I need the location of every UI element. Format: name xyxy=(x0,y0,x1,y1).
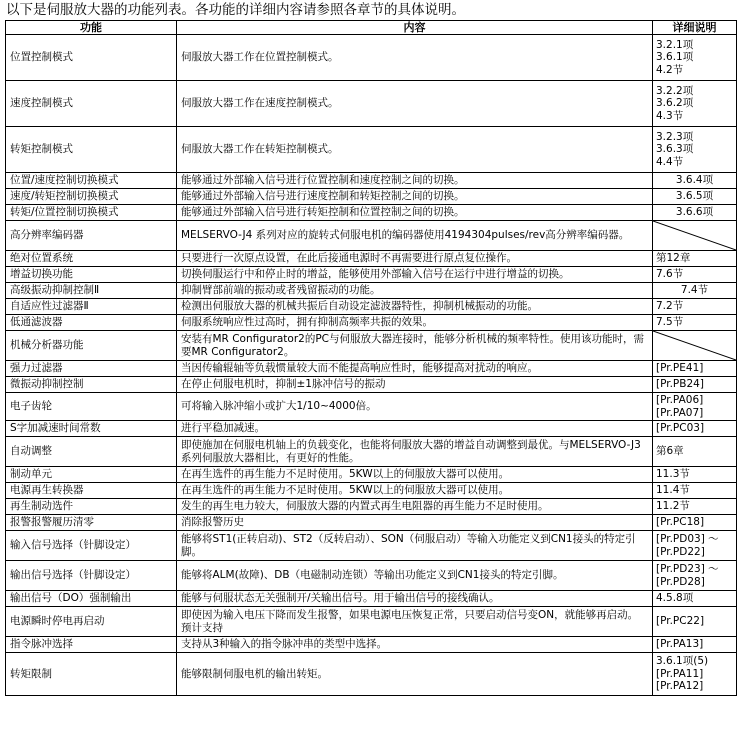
details-line: [Pr.PA06] xyxy=(656,394,704,406)
details-line: 3.6.4项 xyxy=(675,174,714,187)
function-cell: 机械分析器功能 xyxy=(6,331,177,361)
function-cell: 输出信号选择（针脚设定） xyxy=(6,561,177,591)
details-line: 3.2.2项 xyxy=(656,84,694,97)
table-row xyxy=(6,35,737,81)
function-cell: 输入信号选择（针脚设定） xyxy=(6,531,177,561)
function-cell: 电源再生转换器 xyxy=(6,483,177,499)
content-cell: 伺服放大器工作在速度控制模式。 xyxy=(177,81,653,127)
details-line: 7.6节 xyxy=(656,268,684,281)
details-cell xyxy=(653,483,737,499)
content-cell: 支持从3种输入的指令脉冲串的类型中选择。 xyxy=(177,637,653,653)
table-row xyxy=(6,221,737,251)
details-cell xyxy=(653,437,737,467)
details-cell xyxy=(653,189,737,205)
details-cell xyxy=(653,267,737,283)
details-cell xyxy=(653,637,737,653)
intro-text: 以下是伺服放大器的功能列表。各功能的详细内容请参照各章节的具体说明。 xyxy=(6,2,465,18)
function-cell: 报警报警履历清零 xyxy=(6,515,177,531)
content-cell: 能够通过外部输入信号进行位置控制和速度控制之间的切换。 xyxy=(177,173,653,189)
details-cell xyxy=(653,127,737,173)
details-cell xyxy=(653,393,737,421)
content-cell: 可将输入脉冲缩小或扩大1/10~4000倍。 xyxy=(177,393,653,421)
table-row xyxy=(6,361,737,377)
function-cell: 强力过滤器 xyxy=(6,361,177,377)
table-row xyxy=(6,189,737,205)
table-row xyxy=(6,127,737,173)
function-cell: 位置控制模式 xyxy=(6,35,177,81)
content-cell: 在再生选件的再生能力不足时使用。5KW以上的伺服放大器可以使用。 xyxy=(177,467,653,483)
function-cell: 速度控制模式 xyxy=(6,81,177,127)
content-cell: 只要进行一次原点设置，在此后接通电源时不再需要进行原点复位操作。 xyxy=(177,251,653,267)
content-cell: 抑制臂部前端的振动或者残留振动的功能。 xyxy=(177,283,653,299)
content-cell: 在再生选件的再生能力不足时使用。5KW以上的伺服放大器可以使用。 xyxy=(177,483,653,499)
table-row xyxy=(6,653,737,696)
details-cell xyxy=(653,531,737,561)
content-cell: 发生的再生电力较大，伺服放大器的内置式再生电阻器的再生能力不足时使用。 xyxy=(177,499,653,515)
details-line: [Pr.PC22] xyxy=(656,615,705,628)
header-function: 功能 xyxy=(6,21,177,35)
table-row xyxy=(6,531,737,561)
details-line: 11.4节 xyxy=(656,484,690,497)
function-cell: 再生制动选件 xyxy=(6,499,177,515)
details-line: [Pr.PD03] ～ xyxy=(656,533,719,545)
function-cell: 转矩限制 xyxy=(6,653,177,696)
details-line: [Pr.PA12] xyxy=(656,680,704,693)
function-cell: 增益切换功能 xyxy=(6,267,177,283)
content-cell: MELSERVO-J4 系列对应的旋转式伺服电机的编码器使用4194304pulses/rev高分辨率编码器。 xyxy=(177,221,653,251)
content-cell: 伺服系统响应性过高时，拥有抑制高频率共振的效果。 xyxy=(177,315,653,331)
content-cell: 检测出伺服放大器的机械共振后自动设定滤波器特性，抑制机械振动的功能。 xyxy=(177,299,653,315)
table-row xyxy=(6,283,737,299)
details-cell xyxy=(653,251,737,267)
content-cell: 当因传输辊轴等负载惯量较大而不能提高响应性时，能够提高对扰动的响应。 xyxy=(177,361,653,377)
details-cell xyxy=(653,467,737,483)
details-cell xyxy=(653,315,737,331)
table-row xyxy=(6,561,737,591)
table-row xyxy=(6,467,737,483)
function-cell: 低通滤波器 xyxy=(6,315,177,331)
table-row xyxy=(6,607,737,637)
details-line: [Pr.PD23] ～ xyxy=(656,563,719,575)
header-details: 详细说明 xyxy=(653,21,737,35)
details-line: 3.2.1项 xyxy=(656,38,694,51)
function-cell: 位置/速度控制切换模式 xyxy=(6,173,177,189)
content-cell: 能够将ALM(故障)、DB（电磁制动连锁）等输出功能定义到CN1接头的特定引脚。 xyxy=(177,561,653,591)
details-line: [Pr.PA13] xyxy=(656,638,704,651)
details-line: 7.5节 xyxy=(656,316,684,329)
function-cell: 转矩/位置控制切换模式 xyxy=(6,205,177,221)
empty-cell-diagonal xyxy=(653,331,736,360)
details-line: 3.2.3项 xyxy=(656,130,694,143)
details-cell xyxy=(653,421,737,437)
content-cell: 进行平稳加减速。 xyxy=(177,421,653,437)
table-row xyxy=(6,437,737,467)
details-cell xyxy=(653,299,737,315)
details-line: [Pr.PC18] xyxy=(656,516,705,529)
details-line: 3.6.3项 xyxy=(656,143,694,156)
details-line: 7.4节 xyxy=(680,284,709,297)
details-cell xyxy=(653,35,737,81)
details-cell xyxy=(653,499,737,515)
details-line: 第6章 xyxy=(656,445,684,458)
header-content: 内容 xyxy=(177,21,653,35)
function-cell: 高分辨率编码器 xyxy=(6,221,177,251)
details-cell xyxy=(653,607,737,637)
content-cell: 能够通过外部输入信号进行速度控制和转矩控制之间的切换。 xyxy=(177,189,653,205)
content-cell: 伺服放大器工作在转矩控制模式。 xyxy=(177,127,653,173)
table-row xyxy=(6,515,737,531)
table-row xyxy=(6,299,737,315)
details-cell xyxy=(653,515,737,531)
details-cell xyxy=(653,173,737,189)
details-line: 4.3节 xyxy=(656,109,684,122)
details-line: 11.2节 xyxy=(656,500,690,513)
function-cell: 速度/转矩控制切换模式 xyxy=(6,189,177,205)
table-row xyxy=(6,483,737,499)
content-cell: 即使施加在伺服电机轴上的负载变化，也能将伺服放大器的增益自动调整到最优。与MELSERVO-J3 系列伺服放大器相比，有更好的性能。 xyxy=(177,437,653,467)
function-cell: S字加减速时间常数 xyxy=(6,421,177,437)
table-row xyxy=(6,393,737,421)
details-line: [Pr.PA07] xyxy=(656,406,704,419)
details-line: 3.6.6项 xyxy=(675,206,714,219)
details-line: 3.6.1项(5) xyxy=(656,655,709,668)
function-cell: 指令脉冲选择 xyxy=(6,637,177,653)
details-cell xyxy=(653,283,737,299)
function-cell: 输出信号（DO）强制输出 xyxy=(6,591,177,607)
details-cell xyxy=(653,377,737,393)
table-row xyxy=(6,591,737,607)
details-line: 3.6.1项 xyxy=(656,51,694,64)
content-cell: 能够与伺服状态无关强制开/关输出信号。用于输出信号的接线确认。 xyxy=(177,591,653,607)
details-line: 4.5.8项 xyxy=(656,592,694,605)
details-line: 7.2节 xyxy=(656,300,684,313)
table-row xyxy=(6,173,737,189)
function-cell: 制动单元 xyxy=(6,467,177,483)
details-line: [Pr.PD28] xyxy=(656,575,705,588)
table-row xyxy=(6,205,737,221)
details-cell xyxy=(653,591,737,607)
details-cell xyxy=(653,205,737,221)
table-header-row xyxy=(6,21,737,35)
details-line: [Pr.PB24] xyxy=(656,378,704,391)
table-row xyxy=(6,499,737,515)
content-cell: 安装有MR Configurator2的PC与伺服放大器连接时，能够分析机械的频率特性。使用该功能时，需要MR Configurator2。 xyxy=(177,331,653,361)
function-table xyxy=(5,20,737,696)
details-line: [Pr.PE41] xyxy=(656,362,704,375)
content-cell: 伺服放大器工作在位置控制模式。 xyxy=(177,35,653,81)
table-row xyxy=(6,421,737,437)
content-cell: 能够限制伺服电机的输出转矩。 xyxy=(177,653,653,696)
details-line: 11.3节 xyxy=(656,468,690,481)
function-cell: 绝对位置系统 xyxy=(6,251,177,267)
details-line: [Pr.PA11] xyxy=(656,667,704,680)
function-cell: 微振动抑制控制 xyxy=(6,377,177,393)
details-line: 3.6.5项 xyxy=(675,190,714,203)
details-line: 第12章 xyxy=(656,252,691,265)
table-row xyxy=(6,315,737,331)
content-cell: 在停止伺服电机时，抑制±1脉冲信号的振动 xyxy=(177,377,653,393)
details-cell xyxy=(653,331,737,361)
table-row xyxy=(6,377,737,393)
details-cell xyxy=(653,561,737,591)
details-line: [Pr.PC03] xyxy=(656,422,705,435)
content-cell: 切换伺服运行中和停止时的增益，能够使用外部输入信号在运行中进行增益的切换。 xyxy=(177,267,653,283)
details-cell xyxy=(653,361,737,377)
details-cell xyxy=(653,221,737,251)
details-cell xyxy=(653,81,737,127)
table-row xyxy=(6,251,737,267)
details-cell xyxy=(653,653,737,696)
function-cell: 高级振动抑制控制Ⅱ xyxy=(6,283,177,299)
details-line: 4.4节 xyxy=(656,155,684,168)
details-line: 3.6.2项 xyxy=(656,97,694,110)
function-cell: 自适应性过滤器Ⅱ xyxy=(6,299,177,315)
table-row xyxy=(6,267,737,283)
function-cell: 电子齿轮 xyxy=(6,393,177,421)
content-cell: 消除报警历史 xyxy=(177,515,653,531)
function-cell: 自动调整 xyxy=(6,437,177,467)
table-row xyxy=(6,637,737,653)
function-cell: 电源瞬时停电再启动 xyxy=(6,607,177,637)
details-line: [Pr.PD22] xyxy=(656,545,705,558)
content-cell: 即使因为输入电压下降而发生报警，如果电源电压恢复正常，只要启动信号变ON，就能够再启动。预计支持 xyxy=(177,607,653,637)
details-line: 4.2节 xyxy=(656,63,684,76)
content-cell: 能够将ST1(正转启动)、ST2（反转启动）、SON（伺服启动）等输入功能定义到CN1接头的特定引脚。 xyxy=(177,531,653,561)
empty-cell-diagonal xyxy=(653,221,736,250)
table-row xyxy=(6,81,737,127)
function-cell: 转矩控制模式 xyxy=(6,127,177,173)
content-cell: 能够通过外部输入信号进行转矩控制和位置控制之间的切换。 xyxy=(177,205,653,221)
table-row xyxy=(6,331,737,361)
